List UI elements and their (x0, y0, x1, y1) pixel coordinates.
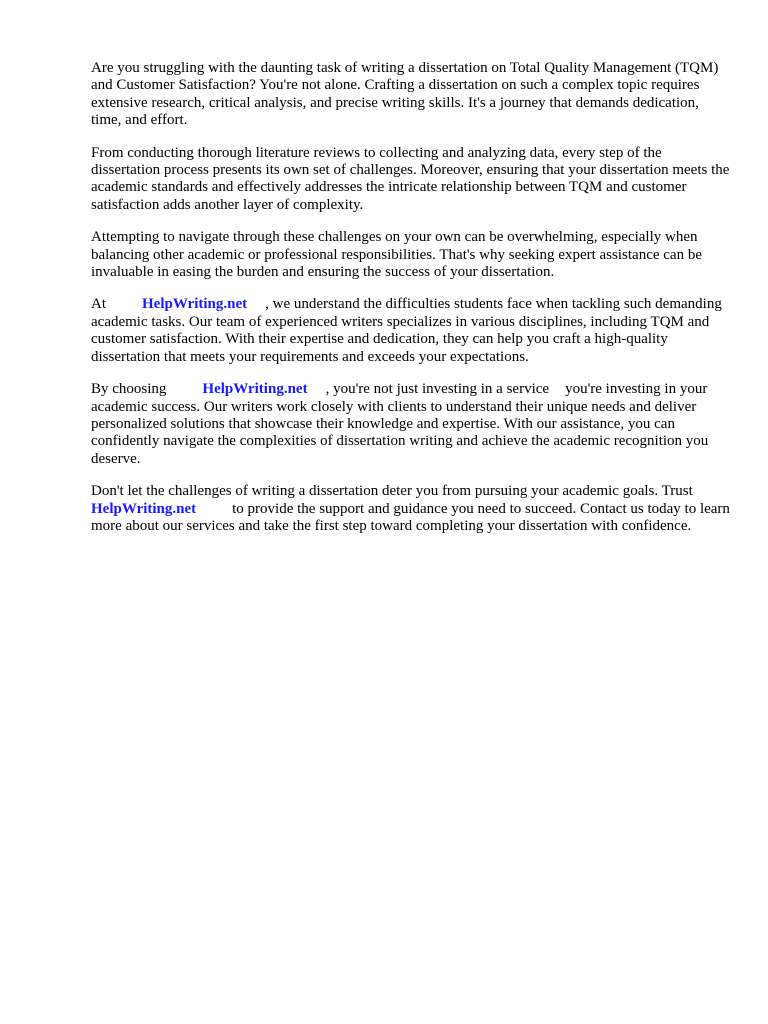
paragraph-challenges: From conducting thorough literature reviews to collecting and analyzing data, every step of the dissertation process presents its own set of challenges. Moreover, ensuring that your dissertation meets the academic standards and effectively addresses the intricate relationship between TQM and customer satisfaction adds another layer of complexity. (91, 144, 730, 213)
paragraph-closing-lead: Don't let the challenges of writing a dissertation deter you from pursuing your academic goals. Trust (91, 483, 693, 500)
helpwriting-link[interactable]: HelpWriting.net (91, 500, 197, 517)
paragraph-intro: Are you struggling with the daunting task of writing a dissertation on Total Quality Management (TQM) and Customer Satisfaction? You're not alone. Crafting a dissertation on such a complex topic requires extensive research, critical analysis, and precise writing skills. It's a journey that demands dedication, time, and effort. (91, 60, 719, 129)
paragraph-choosing-body: you're investing in your academic success. Our writers work closely with clients to understand their unique needs and deliver personalized solutions that showcase their knowledge and expertise. With our assistance, you can confidently navigate the complexities of dissertation writing and achieve the academic recognition you deserve. (91, 381, 709, 467)
paragraph-choosing (91, 381, 731, 468)
paragraph-closing-body: to provide the support and guidance you need to succeed. Contact us today to learn more about our services and take the first step toward completing your dissertation with confidence. (91, 500, 730, 534)
paragraph-choosing-lead: By choosing (91, 381, 167, 398)
document-body (91, 60, 731, 550)
paragraph-navigation: Attempting to navigate through these challenges on your own can be overwhelming, especially when balancing other academic or professional responsibilities. That's why seeking expert assistance can be invaluable in easing the burden and ensuring the success of your dissertation. (91, 229, 702, 281)
paragraph-closing (91, 483, 731, 535)
paragraph-about-body: , we understand the difficulties students face when tackling such demanding academic tasks. Our team of experienced writers specializes in various disciplines, including TQM and customer satisfaction. With their expertise and dedication, they can help you craft a high-quality dissertation that meets your requirements and exceeds your expectations. (91, 296, 722, 365)
helpwriting-link[interactable]: HelpWriting.net (202, 381, 308, 398)
paragraph-about-service (91, 296, 731, 366)
paragraph-choosing-middle: , you're not just investing in a service (325, 381, 550, 398)
helpwriting-link[interactable]: HelpWriting.net (142, 296, 248, 313)
paragraph-about-lead: At (91, 296, 106, 313)
